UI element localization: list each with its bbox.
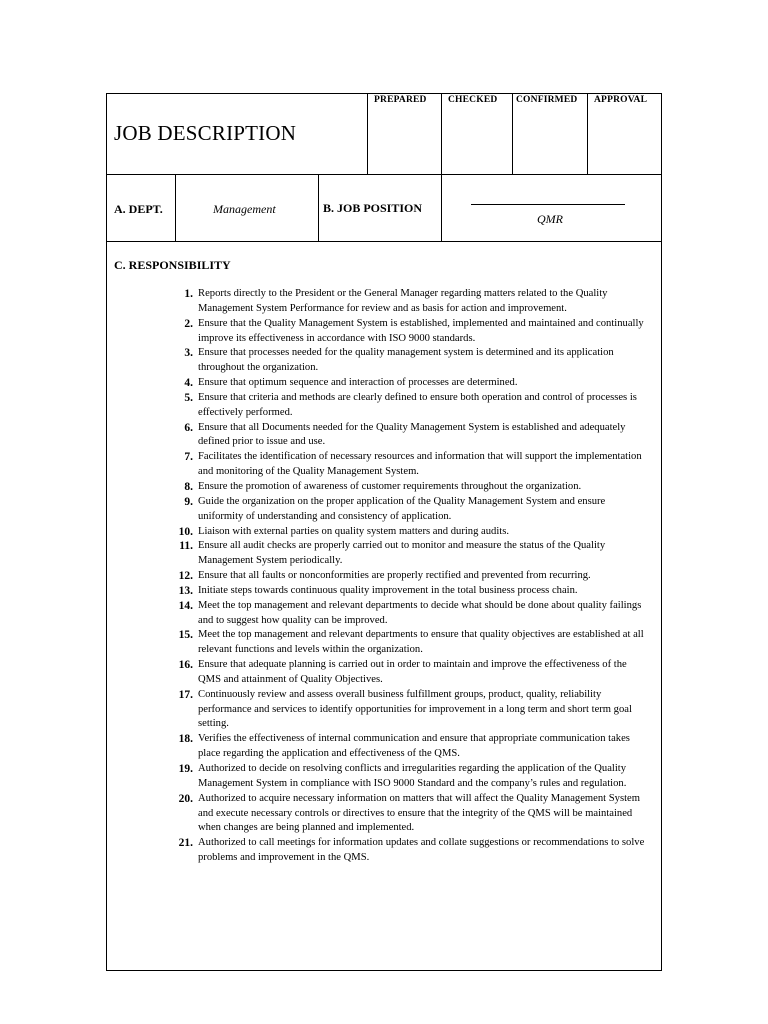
list-item-number: 17.	[178, 688, 193, 701]
divider	[367, 94, 368, 174]
divider	[318, 174, 319, 241]
list-item	[147, 391, 647, 421]
list-item	[147, 421, 647, 451]
list-item-number: 18.	[178, 733, 193, 746]
list-item-number: 10.	[178, 525, 193, 538]
responsibility-list	[147, 287, 647, 866]
list-item-number: 12.	[178, 570, 193, 583]
list-item-text: Authorized to call meetings for information updates and collate suggestions or recommendations to solve problems and improvement in the QMS.	[198, 837, 645, 864]
list-item	[147, 376, 647, 391]
list-item	[147, 836, 647, 866]
dept-value: Management	[213, 202, 276, 216]
divider	[587, 94, 588, 174]
list-item-number: 21.	[178, 837, 193, 850]
list-item-number: 16.	[178, 659, 193, 672]
list-item-text: Continuously review and assess overall business fulfillment groups, product, quality, reliability performance and services to identify opportunities for improvement in a long term and short term goal setting.	[198, 688, 632, 730]
dept-label: A. DEPT.	[114, 202, 163, 216]
list-item	[147, 688, 647, 733]
list-item	[147, 658, 647, 688]
list-item-number: 8.	[184, 480, 193, 493]
list-item-number: 9.	[184, 495, 193, 508]
list-item	[147, 317, 647, 347]
list-item	[147, 792, 647, 837]
list-item-text: Initiate steps towards continuous quality improvement in the total business process chain.	[198, 584, 578, 596]
list-item	[147, 287, 647, 317]
list-item-text: Meet the top management and relevant departments to decide what should be done about quality failings and to suggest how quality can be improved.	[198, 599, 642, 626]
list-item-number: 15.	[178, 629, 193, 642]
list-item	[147, 495, 647, 525]
list-item	[147, 599, 647, 629]
list-item-number: 19.	[178, 763, 193, 775]
list-item-text: Liaison with external parties on quality system matters and during audits.	[198, 525, 509, 537]
list-item	[147, 346, 647, 376]
list-item-number: 4.	[184, 377, 193, 390]
responsibility-title: C. RESPONSIBILITY	[114, 258, 231, 272]
list-item-text: Ensure that the Quality Management System is established, implemented and maintained and continually improve its effectiveness in accordance with ISO 9000 standards.	[198, 317, 644, 344]
list-item-number: 7.	[184, 451, 193, 464]
list-item-number: 11.	[179, 540, 193, 553]
divider	[512, 94, 513, 174]
list-item-text: Facilitates the identification of necessary resources and information that will support the implementation and monitoring of the Quality Management System.	[198, 451, 642, 478]
list-item-text: Authorized to decide on resolving conflicts and irregularities regarding the application of the Quality Management System in compliance with ISO 9000 Standard and the company’s rules and regulation.	[198, 763, 627, 789]
list-item-number: 6.	[184, 421, 193, 434]
list-item-text: Ensure that all faults or nonconformities are properly rectified and prevented from recurring.	[198, 570, 591, 582]
list-item-text: Ensure that criteria and methods are clearly defined to ensure both operation and control of processes is effectively performed.	[198, 391, 637, 418]
list-item	[147, 628, 647, 658]
signature-line	[471, 204, 625, 205]
position-value: QMR	[537, 212, 563, 226]
list-item-text: Ensure the promotion of awareness of customer requirements throughout the organization.	[198, 480, 582, 492]
list-item-text: Ensure that adequate planning is carried out in order to maintain and improve the effectiveness of the QMS and attainment of Quality Objectives.	[198, 659, 627, 685]
list-item	[147, 480, 647, 495]
list-item	[147, 569, 647, 584]
list-item-number: 5.	[184, 391, 193, 404]
list-item	[147, 584, 647, 599]
list-item-text: Reports directly to the President or the General Manager regarding matters related to the Quality Management System Performance for review and as basis for action and improvement.	[198, 288, 608, 314]
list-item-text: Ensure that optimum sequence and interaction of processes are determined.	[198, 377, 518, 389]
position-label: B. JOB POSITION	[323, 201, 423, 215]
list-item-text: Ensure that all Documents needed for the Quality Management System is established and adequately defined prior to issue and use.	[198, 421, 626, 448]
list-item	[147, 525, 647, 540]
list-item-text: Ensure that processes needed for the quality management system is determined and its application throughout the organization.	[198, 347, 614, 374]
list-item-number: 1.	[184, 288, 193, 300]
list-item-text: Authorized to acquire necessary information on matters that will affect the Quality Management System and execute necessary controls or directives to ensure that the integrity of the QMS will be maintained when changes are being planned and implemented.	[198, 792, 640, 834]
divider	[107, 174, 661, 175]
list-item-number: 2.	[184, 317, 193, 330]
list-item-number: 14.	[178, 599, 193, 612]
list-item	[147, 762, 647, 792]
confirmed-header: CONFIRMED	[516, 95, 578, 105]
page-title: JOB DESCRIPTION	[114, 121, 297, 145]
approval-header: APPROVAL	[594, 95, 648, 105]
list-item	[147, 732, 647, 762]
list-item-text: Ensure all audit checks are properly carried out to monitor and measure the status of the Quality Management System periodically.	[198, 540, 606, 567]
list-item-text: Guide the organization on the proper application of the Quality Management System and ensure uniformity of understanding and consistency of application.	[198, 495, 606, 522]
list-item-text: Meet the top management and relevant departments to ensure that quality objectives are established at all relevant functions and levels within the organization.	[198, 629, 644, 656]
divider	[175, 174, 176, 241]
list-item	[147, 539, 647, 569]
list-item-number: 3.	[184, 347, 193, 360]
list-item-number: 20.	[178, 792, 193, 805]
list-item-number: 13.	[178, 584, 193, 597]
list-item	[147, 450, 647, 480]
divider	[441, 94, 442, 241]
prepared-header: PREPARED	[374, 95, 427, 105]
divider	[107, 241, 661, 242]
checked-header: CHECKED	[448, 95, 498, 105]
list-item-text: Verifies the effectiveness of internal communication and ensure that appropriate communication takes place regarding the application and effectiveness of the QMS.	[198, 733, 630, 760]
job-description-form	[106, 93, 662, 971]
